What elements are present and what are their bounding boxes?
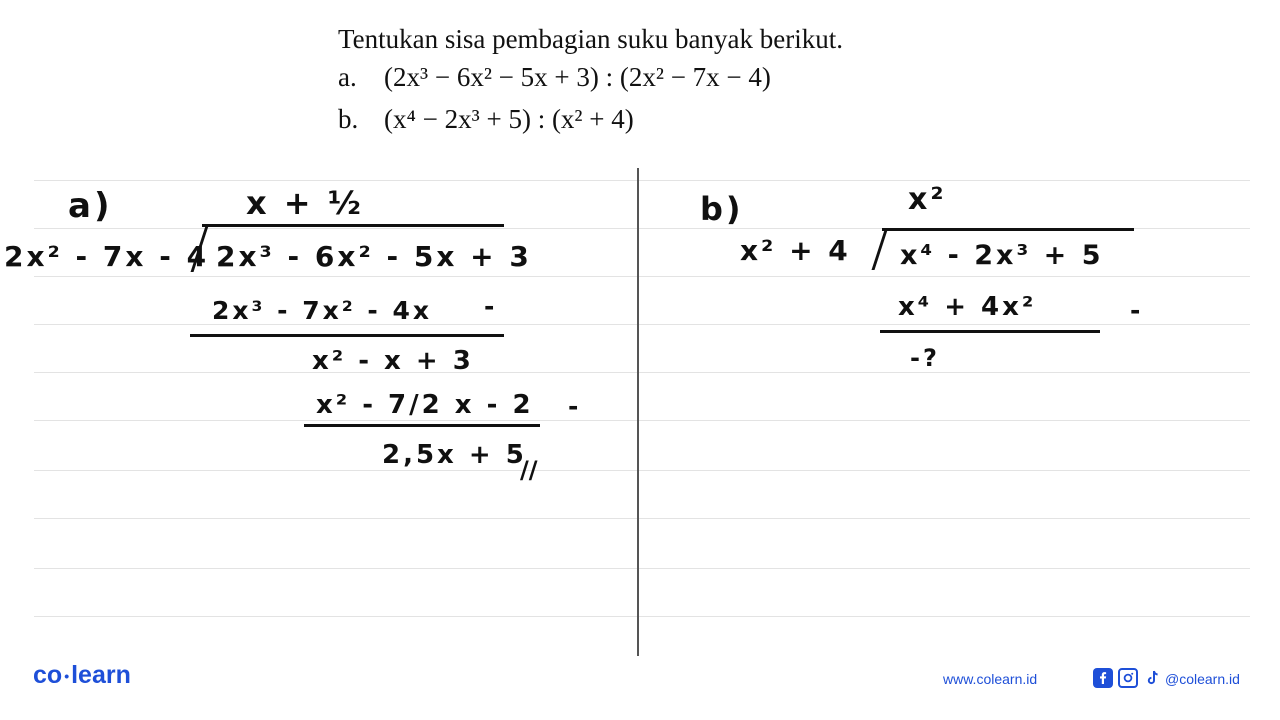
logo-text-learn: learn <box>71 661 131 689</box>
facebook-icon[interactable] <box>1093 668 1113 688</box>
colearn-logo[interactable] <box>33 661 131 690</box>
problem-a-label: a. <box>338 62 357 92</box>
problem-b <box>338 98 958 140</box>
work-b-label: b) <box>700 190 744 228</box>
instagram-icon[interactable] <box>1118 668 1138 688</box>
work-a-quotient: x + ½ <box>246 184 364 222</box>
problem-a <box>338 56 958 98</box>
work-b-step1-operator: - <box>1130 296 1144 325</box>
work-a-step1: 2x³ - 7x² - 4x <box>212 296 433 325</box>
website-link[interactable]: www.colearn.id <box>943 671 1038 687</box>
subtract-line-b1 <box>880 330 1100 333</box>
problem-a-expression: (2x³ − 6x² − 5x + 3) : (2x² − 7x − 4) <box>384 62 771 92</box>
work-a-divisor: 2x² - 7x - 4 <box>4 240 210 273</box>
work-b-divisor: x² + 4 <box>740 234 851 267</box>
work-b-step1: x⁴ + 4x² <box>898 292 1037 322</box>
problem-statement <box>338 22 958 140</box>
work-a-dividend: 2x³ - 6x² - 5x + 3 <box>216 240 532 273</box>
problem-b-label: b. <box>338 104 359 134</box>
problem-title: Tentukan sisa pembagian suku banyak berikut. <box>338 24 843 54</box>
work-a-step2: x² - 7/2 x - 2 <box>316 390 534 420</box>
logo-text-co: co <box>33 661 63 689</box>
logo-dot: • <box>64 668 70 685</box>
work-a-remainder1: x² - x + 3 <box>312 346 474 376</box>
work-a-step2-operator: - <box>568 392 582 421</box>
division-bar-a <box>202 224 504 227</box>
work-b-remainder: -? <box>910 344 940 372</box>
work-a-end-mark: // <box>520 456 538 484</box>
column-divider <box>637 168 639 656</box>
work-b-dividend: x⁴ - 2x³ + 5 <box>900 240 1104 271</box>
problem-b-expression: (x⁴ − 2x³ + 5) : (x² + 4) <box>384 104 634 134</box>
work-b-quotient: x² <box>908 182 947 217</box>
subtract-line-a1 <box>190 334 504 337</box>
work-a-remainder: 2,5x + 5 <box>382 440 527 470</box>
subtract-line-a2 <box>304 424 540 427</box>
tiktok-icon[interactable] <box>1143 668 1163 688</box>
work-a-step1-operator: - <box>484 292 498 321</box>
division-bracket-b <box>872 230 887 270</box>
social-handle[interactable]: @colearn.id <box>1165 671 1240 687</box>
work-a-label: a) <box>68 186 113 226</box>
division-bar-b <box>882 228 1134 231</box>
